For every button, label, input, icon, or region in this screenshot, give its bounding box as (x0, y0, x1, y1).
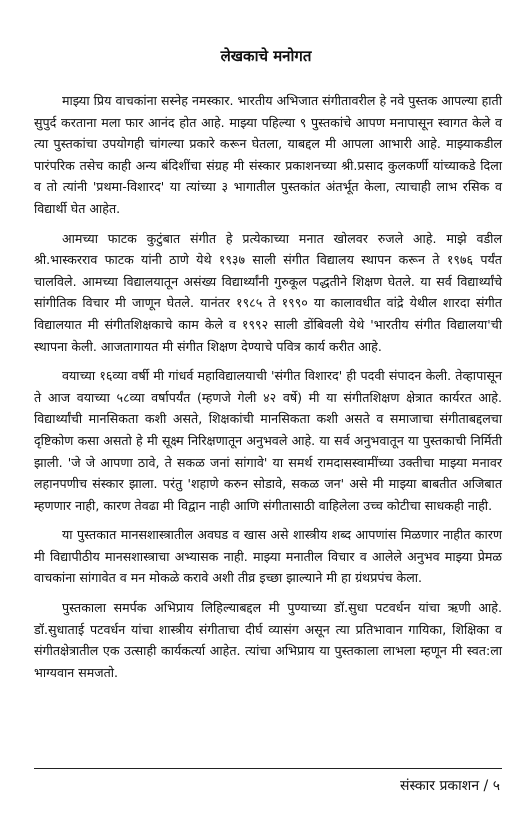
paragraph-1: माझ्या प्रिय वाचकांना सस्नेह नमस्कार. भारतीय अभिजात संगीतावरील हे नवे पुस्तक आपल्या हाती सुपुर्द करताना मला फार आनंद होत आहे. माझ्या पहिल्या ९ पुस्तकांचे आपण मनापासून स्वागत केले व त्या पुस्तकांचा उपयोगही चांगल्या प्रकारे करून घेतला, याबद्दल मी आपला आभारी आहे. माझ्याकडील पारंपरिक तसेच काही अन्य बंदिशींचा संग्रह मी संस्कार प्रकाशनच्या श्री.प्रसाद कुलकर्णी यांच्याकडे दिला व तो त्यांनी 'प्रथमा-विशारद' या त्यांच्या ३ भागातील पुस्तकांत अंतर्भूत केला, त्याचाही लाभ रसिक व विद्यार्थी घेत आहेत. (34, 93, 502, 216)
preface-body (34, 90, 502, 691)
paragraph-4: या पुस्तकात मानसशास्त्रातील अवघड व खास असे शास्त्रीय शब्द आपणांस मिळणार नाहीत कारण मी विद्यापीठीय मानसशास्त्राचा अभ्यासक नाही. माझ्या मनातील विचार व आलेले अनुभव माझ्या प्रेमळ वाचकांना सांगावेत व मन मोकळे करावे अशी तीव्र इच्छा झाल्याने मी हा ग्रंथप्रपंच केला. (34, 527, 502, 586)
paragraph-3: वयाच्या १६व्या वर्षी मी गांधर्व महाविद्यालयाची 'संगीत विशारद' ही पदवी संपादन केली. तेव्हापासून ते आज वयाच्या ५८व्या वर्षापर्यंत (म्हणजे गेली ४२ वर्षे) मी या संगीतशिक्षण क्षेत्रात कार्यरत आहे. विद्यार्थ्यांची मानसिकता कशी असते, शिक्षकांची मानसिकता कशी असते व समाजाचा संगीताबद्दलचा दृष्टिकोण कसा असतो हे मी सूक्ष्म निरिक्षणातून अनुभवले आहे. या सर्व अनुभवातून या पुस्तकाची निर्मिती झाली. 'जे जे आपणा ठावे, ते सकळ जनां सांगावे' या समर्थ रामदासस्वामींच्या उक्तीचा माझ्या मनावर लहानपणीच संस्कार झाला. परंतु 'शहाणे करुन सोडावे, सकळ जन' असे मी माझ्या बाबतीत अजिबात म्हणणार नाही, कारण तेवढा मी विद्वान नाही आणि संगीतासाठी वाहिलेला उच्च कोटीचा साधकही नाही. (34, 368, 502, 513)
paragraph-5: पुस्तकाला समर्पक अभिप्राय लिहिल्याबद्दल मी पुण्याच्या डॉ.सुधा पटवर्धन यांचा ऋणी आहे. डॉ.सुधाताई पटवर्धन यांचा शास्त्रीय संगीताचा दीर्घ व्यासंग असून त्या प्रतिभावान गायिका, शिक्षिका व संगीतक्षेत्रातील एक उत्साही कार्यकर्त्या आहेत. त्यांचा अभिप्राय या पुस्तकाला लाभला म्हणून मी स्वत:ला भाग्यवान समजतो. (34, 600, 502, 680)
page-title: लेखकाचे मनोगत (220, 47, 312, 65)
page-footer: संस्कार प्रकाशन / ५ (400, 778, 500, 794)
footer-divider (34, 768, 502, 769)
paragraph-2: आमच्या फाटक कुटुंबात संगीत हे प्रत्येकाच्या मनात खोलवर रुजले आहे. माझे वडील श्री.भास्करराव फाटक यांनी ठाणे येथे १९३७ साली संगीत विद्यालय स्थापन करून ते १९७६ पर्यंत चालविले. आमच्या विद्यालयातून असंख्य विद्यार्थ्यांनी गुरुकूल पद्धतीने शिक्षण घेतले. या सर्व विद्यार्थ्यांचे सांगीतिक विचार मी जाणून घेतले. यानंतर १९८५ ते १९९० या कालावधीत वांद्रे येथील शारदा संगीत विद्यालयात मी संगीतशिक्षकाचे काम केले व १९९२ साली डोंबिवली येथे 'भारतीय संगीत विद्यालया'ची स्थापना केली. आजतागायत मी संगीत शिक्षण देण्याचे पवित्र कार्य करीत आहे. (34, 230, 502, 354)
